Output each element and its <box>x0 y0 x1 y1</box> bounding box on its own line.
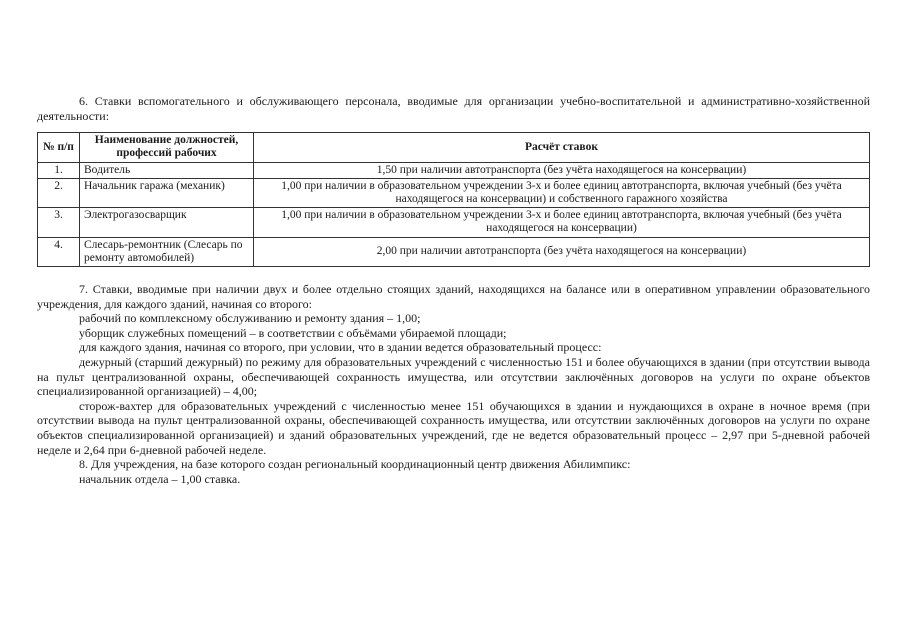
row-number: 3. <box>38 208 80 237</box>
row-number: 4. <box>38 237 80 266</box>
section-7-item-maintenance-worker: рабочий по комплексному обслуживанию и ремонту здания – 1,00; <box>79 311 421 326</box>
table-row <box>38 237 870 266</box>
row-calculation: 1,50 при наличии автотранспорта (без учёта находящегося на консервации) <box>254 162 870 178</box>
row-number: 2. <box>38 178 80 207</box>
row-position: Водитель <box>80 162 254 178</box>
section-7-item-duty-officer: дежурный (старший дежурный) по режиму для образовательных учреждений с численностью 151 и более обучающихся в здании (при отсутствии вывода на пульт централизованной охраны, обеспечивающей сохранность имущества, или отсутствии заключённых договоров на услуги по охране объектов специализированной организацией) – 4,00; <box>37 354 870 399</box>
section-7-item-cleaner: уборщик служебных помещений – в соответствии с объёмами убираемой площади; <box>79 325 507 340</box>
row-position: Начальник гаража (механик) <box>80 178 254 207</box>
section-spacer <box>37 267 870 282</box>
row-calculation: 1,00 при наличии в образовательном учреждении 3-х и более единиц автотранспорта, включая учебный (без учёта находящегося на консервации) и собственного гаражного хозяйства <box>254 178 870 207</box>
table-row <box>38 208 870 237</box>
table-row <box>38 162 870 178</box>
section-7-heading: 7. Ставки, вводимые при наличии двух и более отдельно стоящих зданий, находящихся на балансе или в оперативном управлении образовательного учреждения, для каждого зданий, начиная со второго: <box>37 282 870 311</box>
header-rate-calculation: Расчёт ставок <box>254 133 870 162</box>
header-position: Наименование должностей, профессий рабочих <box>80 133 254 162</box>
row-position: Электрогазосварщик <box>80 208 254 237</box>
row-calculation: 2,00 при наличии автотранспорта (без учёта находящегося на консервации) <box>254 237 870 266</box>
header-number: № п/п <box>38 133 80 162</box>
section-8-item-department-head: начальник отдела – 1,00 ставка. <box>79 471 241 486</box>
row-calculation: 1,00 при наличии в образовательном учреждении 3-х и более единиц автотранспорта, включая учебный (без учёта находящегося на консервации) <box>254 208 870 237</box>
section-7-item-watchman: сторож-вахтер для образовательных учреждений с численностью менее 151 обучающихся в здании и нуждающихся в охране в ночное время (при отсутствии вывода на пульт централизованной охраны, обеспечивающей сохранность имущества, или отсутствии заключённых договоров на услуги по охране объектов специализированной организацией) и зданий образовательных учреждений, где не ведется образовательный процесс – 2,97 при 5-дневной рабочей неделе и 2,64 при 6-дневной рабочей неделе. <box>37 398 870 457</box>
section-7-item-condition: для каждого здания, начиная со второго, при условии, что в здании ведется образовательный процесс: <box>79 340 602 355</box>
section-6-heading: 6. Ставки вспомогательного и обслуживающего персонала, вводимые для организации учебно-воспитательной и административно-хозяйственной деятельности: <box>37 94 870 123</box>
table-header-row <box>38 133 870 162</box>
table-row <box>38 178 870 207</box>
row-position: Слесарь-ремонтник (Слесарь по ремонту автомобилей) <box>80 237 254 266</box>
staff-rates-table <box>37 132 870 267</box>
section-8-heading: 8. Для учреждения, на базе которого создан региональный координационный центр движения Абилимпикс: <box>79 457 631 472</box>
row-number: 1. <box>38 162 80 178</box>
document-page <box>37 94 870 486</box>
